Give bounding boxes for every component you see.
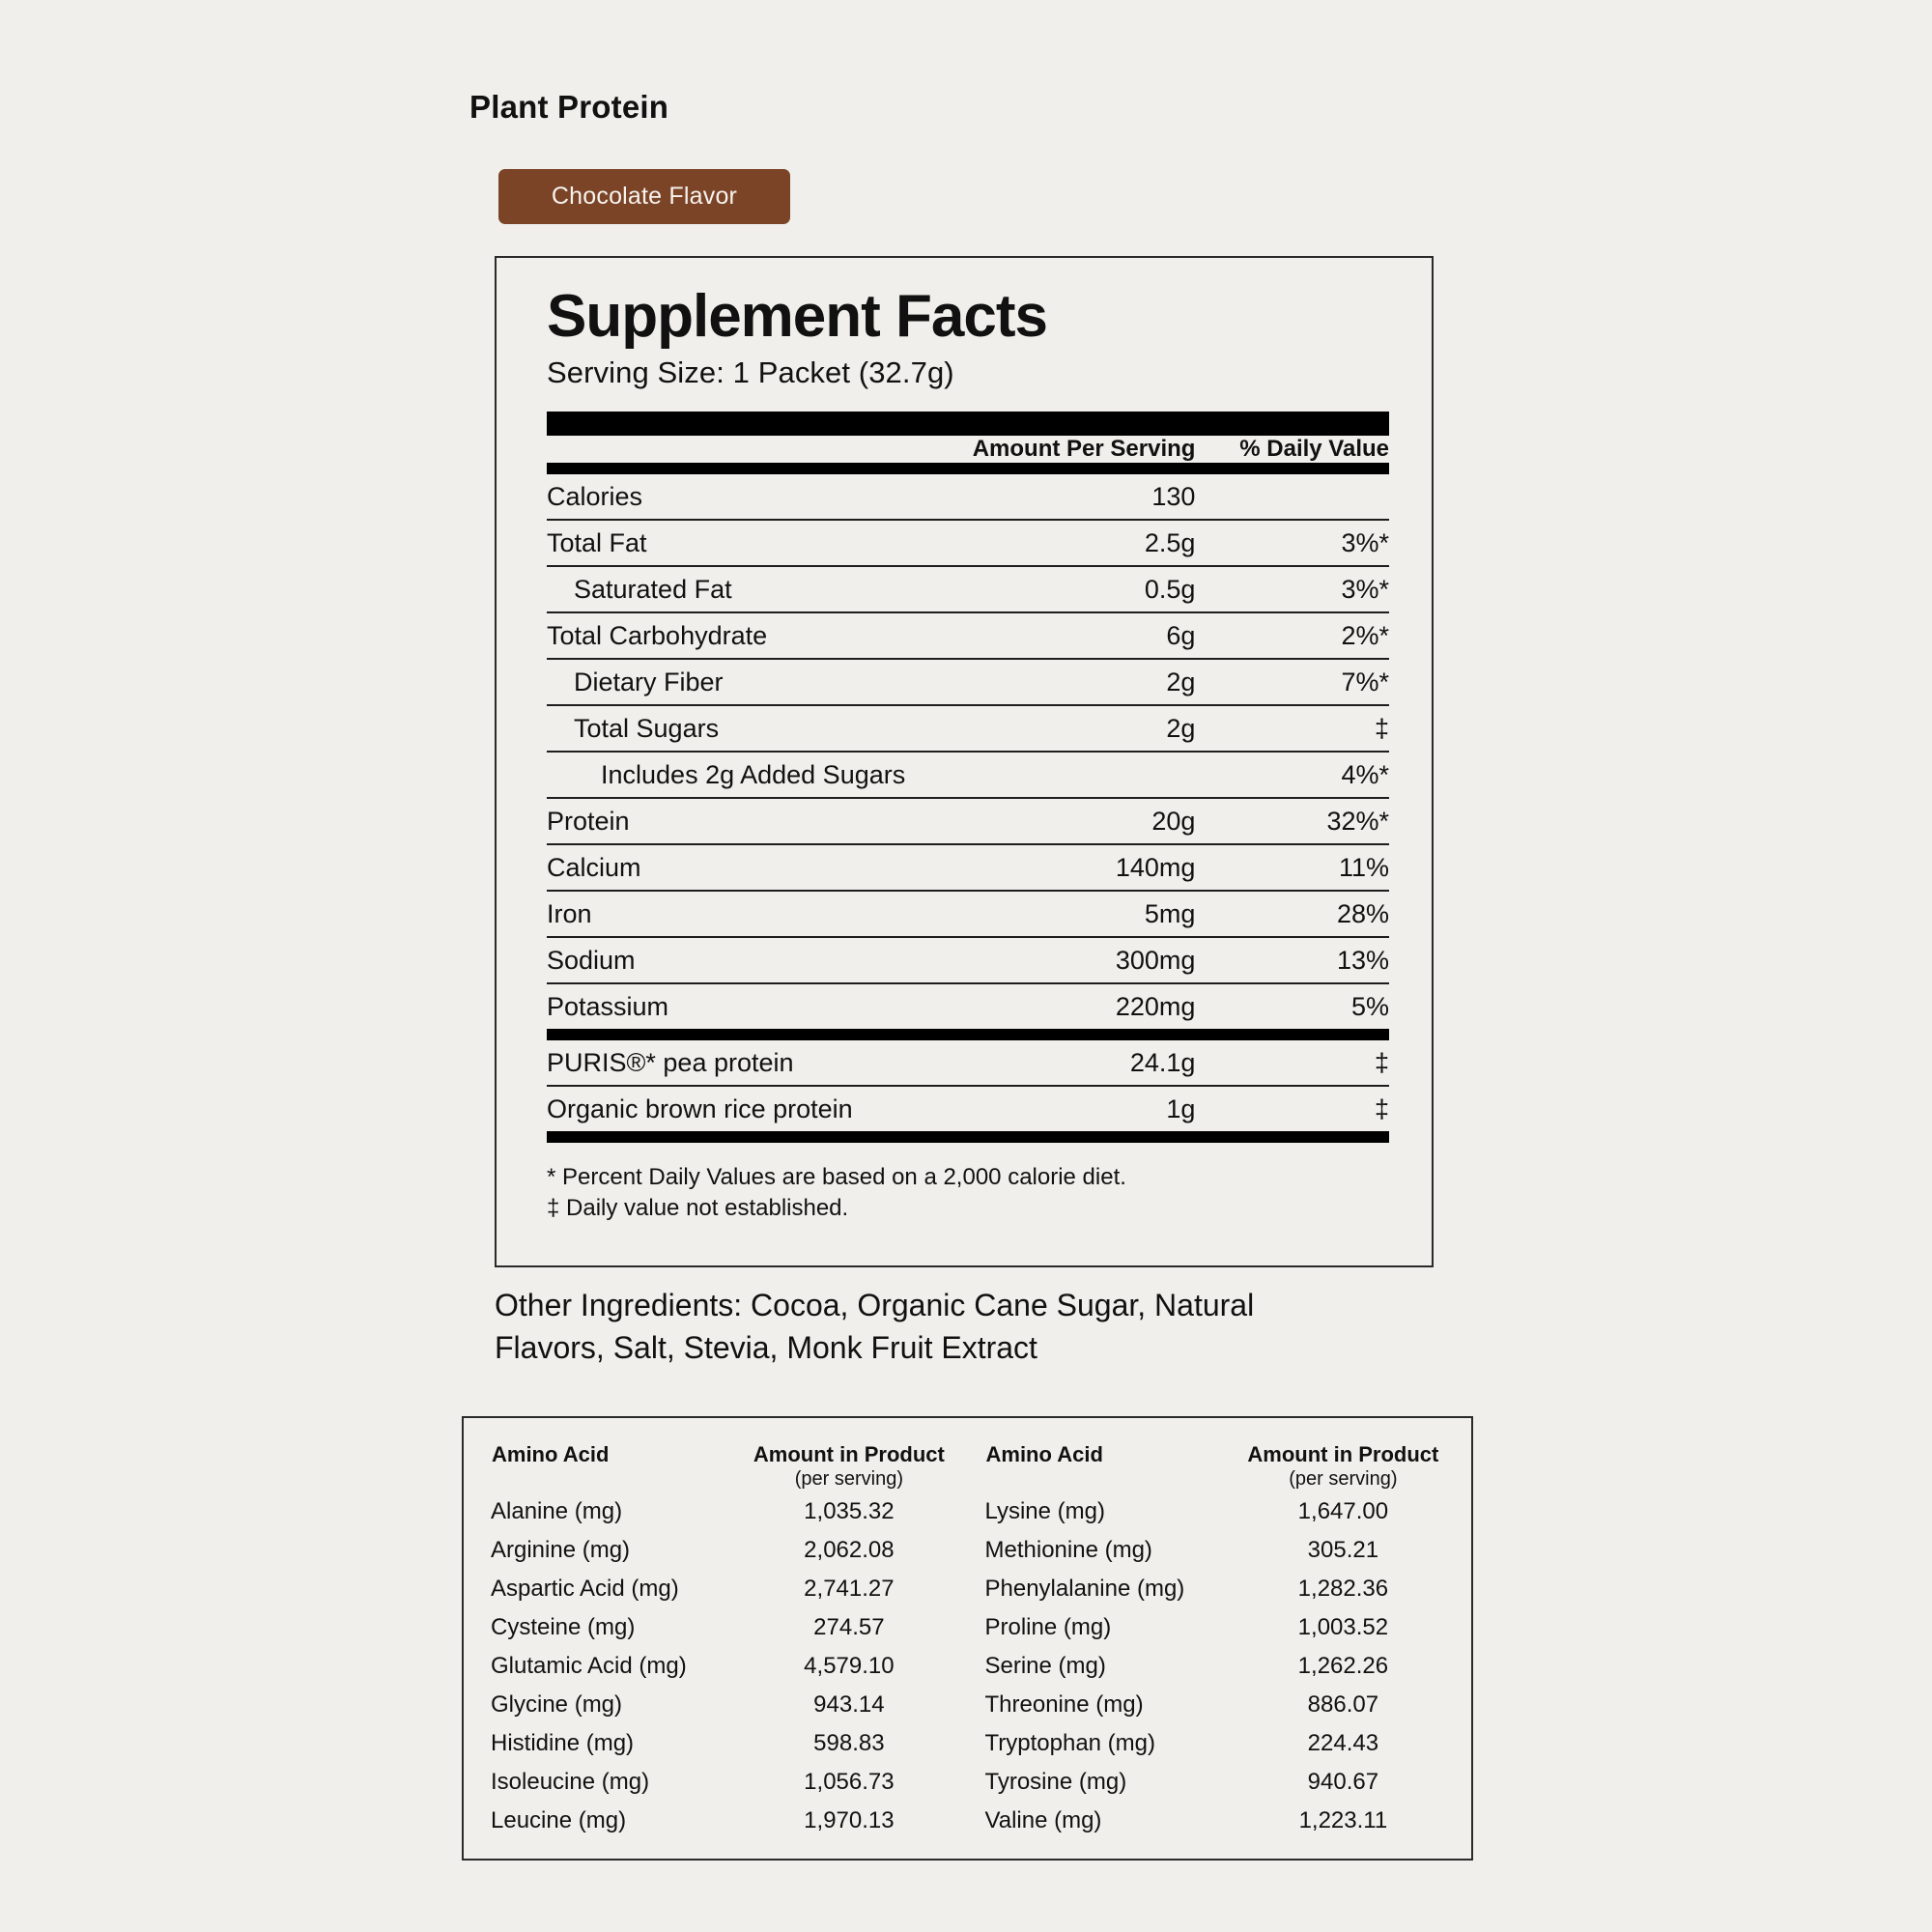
amino-acid-name: Phenylalanine (mg) [984, 1576, 1185, 1602]
nutrition-table [547, 474, 1389, 1029]
nutrient-name: Potassium [547, 991, 669, 1021]
amino-acid-amount-subheader: (per serving) [1289, 1468, 1398, 1490]
amino-acid-name: Arginine (mg) [491, 1537, 631, 1563]
supplement-facts-panel [495, 256, 1434, 1267]
nutrient-dv: 13% [1195, 937, 1389, 983]
table-row [491, 1802, 951, 1840]
nutrient-dv: ‡ [1195, 705, 1389, 752]
nutrient-amount: 0.5g [968, 566, 1195, 612]
rule-medium-under-header [547, 463, 1389, 474]
nutrient-amount: 130 [968, 474, 1195, 520]
table-row [985, 1492, 1445, 1531]
blend-ingredient-name: PURIS®* pea protein [547, 1040, 968, 1086]
nutrient-amount: 2g [968, 705, 1195, 752]
amino-acid-name: Aspartic Acid (mg) [491, 1576, 679, 1602]
nutrient-amount: 140mg [968, 844, 1195, 891]
nutrition-table-body [547, 474, 1389, 1029]
amino-acid-name-header: Amino Acid [985, 1442, 1103, 1466]
nutrient-name: Dietary Fiber [547, 659, 968, 705]
amino-acid-value: 224.43 [1307, 1730, 1379, 1756]
daily-value-header: % Daily Value [1239, 435, 1389, 462]
nutrient-dv: 11% [1195, 844, 1389, 891]
amino-acid-name: Tryptophan (mg) [984, 1730, 1156, 1756]
amino-acid-name: Methionine (mg) [984, 1537, 1152, 1563]
table-row [491, 1492, 951, 1531]
table-row [547, 705, 1389, 752]
amino-acid-name: Histidine (mg) [491, 1730, 635, 1756]
supplement-facts-content [547, 285, 1389, 1223]
table-header-row [491, 1441, 951, 1492]
table-row [491, 1724, 951, 1763]
nutrition-header-table [547, 436, 1389, 463]
nutrient-name: Includes 2g Added Sugars [547, 752, 968, 798]
nutrient-name: Iron [547, 891, 968, 937]
blend-ingredient-amount: 24.1g [968, 1040, 1195, 1086]
protein-blend-table [547, 1040, 1389, 1131]
amino-acid-value: 4,579.10 [804, 1653, 895, 1679]
rule-medium-bottom [547, 1131, 1389, 1143]
table-row [491, 1647, 951, 1686]
table-row [547, 752, 1389, 798]
table-row [547, 798, 1389, 844]
nutrient-amount: 5mg [968, 891, 1195, 937]
table-row [985, 1724, 1445, 1763]
table-row [547, 937, 1389, 983]
other-ingredients: Other Ingredients: Cocoa, Organic Cane Sugar, Natural Flavors, Salt, Stevia, Monk Fruit Extract [495, 1288, 1255, 1365]
amino-acid-value: 274.57 [813, 1614, 885, 1640]
amino-acid-amount-header [748, 1441, 950, 1492]
amino-acid-value: 305.21 [1307, 1537, 1379, 1563]
table-row [491, 1686, 951, 1724]
nutrient-amount: 2.5g [968, 520, 1195, 566]
amino-acid-columns [491, 1441, 1444, 1840]
table-row [547, 1086, 1389, 1131]
nutrient-dv: 32%* [1195, 798, 1389, 844]
nutrient-amount: 2g [968, 659, 1195, 705]
nutrient-dv: 4%* [1195, 752, 1389, 798]
serving-size: Serving Size: 1 Packet (32.7g) [547, 355, 954, 389]
table-row [547, 891, 1389, 937]
blend-ingredient-name: Organic brown rice protein [547, 1094, 853, 1123]
amino-acid-amount-subheader: (per serving) [794, 1468, 904, 1490]
amino-acid-column-right [985, 1441, 1445, 1840]
amino-acid-value: 1,035.32 [804, 1498, 895, 1524]
amino-acid-value: 943.14 [813, 1691, 885, 1718]
amino-acid-column-left [491, 1441, 951, 1840]
nutrient-name: Protein [547, 798, 968, 844]
nutrient-name: Sodium [547, 937, 968, 983]
table-row [985, 1531, 1445, 1570]
amino-acid-name: Valine (mg) [984, 1807, 1102, 1833]
amino-acid-value: 1,003.52 [1297, 1614, 1389, 1640]
table-row [985, 1763, 1445, 1802]
nutrient-dv: 3%* [1195, 520, 1389, 566]
nutrition-table-header-row [547, 436, 1389, 463]
amount-per-serving-header: Amount Per Serving [972, 435, 1196, 462]
amino-acid-value: 1,223.11 [1298, 1807, 1388, 1833]
table-row [985, 1570, 1445, 1608]
amino-acid-name: Leucine (mg) [491, 1807, 627, 1833]
nutrient-name: Calories [547, 474, 968, 520]
amino-acid-name: Glutamic Acid (mg) [491, 1653, 687, 1679]
amino-acid-name: Glycine (mg) [491, 1691, 623, 1718]
table-row [491, 1608, 951, 1647]
amino-acid-table-right [985, 1441, 1445, 1840]
amino-acid-value: 598.83 [813, 1730, 885, 1756]
blend-ingredient-dv: ‡ [1374, 1094, 1389, 1123]
nutrient-name: Total Fat [547, 520, 968, 566]
amino-acid-amount-header-main: Amount in Product [753, 1442, 945, 1466]
table-row [547, 983, 1389, 1029]
amino-acid-amount-header [1242, 1441, 1444, 1492]
amino-acid-value: 1,056.73 [804, 1769, 895, 1795]
amino-acid-value: 1,970.13 [804, 1807, 895, 1833]
rule-medium-blend-top [547, 1029, 1389, 1040]
nutrient-dv: 2%* [1195, 612, 1389, 659]
amino-acid-value: 886.07 [1307, 1691, 1379, 1718]
amino-acid-value: 1,282.36 [1297, 1576, 1389, 1602]
nutrient-name: Total Carbohydrate [547, 612, 968, 659]
amino-acid-name-header: Amino Acid [492, 1442, 610, 1466]
nutrient-dv: 28% [1195, 891, 1389, 937]
amino-acid-value: 2,062.08 [804, 1537, 895, 1563]
footnotes [547, 1162, 1389, 1223]
amino-acid-name: Alanine (mg) [491, 1498, 623, 1524]
blend-ingredient-amount: 1g [1166, 1094, 1196, 1123]
blank-header [547, 436, 968, 463]
nutrient-dv: 7%* [1195, 659, 1389, 705]
amino-acid-name: Cysteine (mg) [491, 1614, 636, 1640]
table-row [491, 1763, 951, 1802]
footnote-daily-values: * Percent Daily Values are based on a 2,000 calorie diet. [547, 1163, 1126, 1190]
nutrient-amount: 220mg [1115, 991, 1196, 1021]
amino-acid-value: 1,647.00 [1297, 1498, 1389, 1524]
amino-acid-value: 2,741.27 [804, 1576, 895, 1602]
nutrient-dv [1195, 474, 1389, 520]
table-row [547, 1040, 1389, 1086]
amino-acid-amount-header-main: Amount in Product [1247, 1442, 1439, 1466]
amino-acid-name: Threonine (mg) [984, 1691, 1144, 1718]
amino-acid-value: 1,262.26 [1297, 1653, 1389, 1679]
table-row [547, 520, 1389, 566]
page-title: Plant Protein [469, 89, 669, 125]
amino-acid-name: Lysine (mg) [984, 1498, 1105, 1524]
nutrient-name: Saturated Fat [547, 566, 968, 612]
nutrient-amount: 6g [968, 612, 1195, 659]
amino-acid-name: Tyrosine (mg) [984, 1769, 1127, 1795]
table-header-row [985, 1441, 1445, 1492]
nutrient-amount: 20g [968, 798, 1195, 844]
table-row [985, 1608, 1445, 1647]
rule-thick-top [547, 412, 1389, 436]
nutrient-dv: 5% [1350, 991, 1389, 1021]
amino-acid-table-left [491, 1441, 951, 1840]
nutrient-amount [968, 752, 1195, 798]
table-row [985, 1802, 1445, 1840]
nutrient-name: Total Sugars [547, 705, 968, 752]
amino-acid-name: Serine (mg) [984, 1653, 1106, 1679]
table-row [547, 844, 1389, 891]
table-row [491, 1531, 951, 1570]
table-row [547, 612, 1389, 659]
footnote-dv-not-established: ‡ Daily value not established. [547, 1194, 849, 1221]
table-row [985, 1647, 1445, 1686]
nutrient-dv: 3%* [1195, 566, 1389, 612]
table-row [547, 659, 1389, 705]
blend-ingredient-dv: ‡ [1195, 1040, 1389, 1086]
supplement-facts-title: Supplement Facts [547, 283, 1047, 350]
table-row [491, 1570, 951, 1608]
nutrient-amount: 300mg [968, 937, 1195, 983]
table-row [985, 1686, 1445, 1724]
amino-acid-name: Isoleucine (mg) [491, 1769, 650, 1795]
amino-acid-panel [462, 1416, 1473, 1861]
protein-blend-body [547, 1040, 1389, 1131]
table-row [547, 474, 1389, 520]
amino-acid-value: 940.67 [1307, 1769, 1379, 1795]
flavor-badge[interactable]: Chocolate Flavor [498, 169, 790, 224]
nutrient-name: Calcium [547, 844, 968, 891]
amino-acid-name: Proline (mg) [984, 1614, 1112, 1640]
table-row [547, 566, 1389, 612]
